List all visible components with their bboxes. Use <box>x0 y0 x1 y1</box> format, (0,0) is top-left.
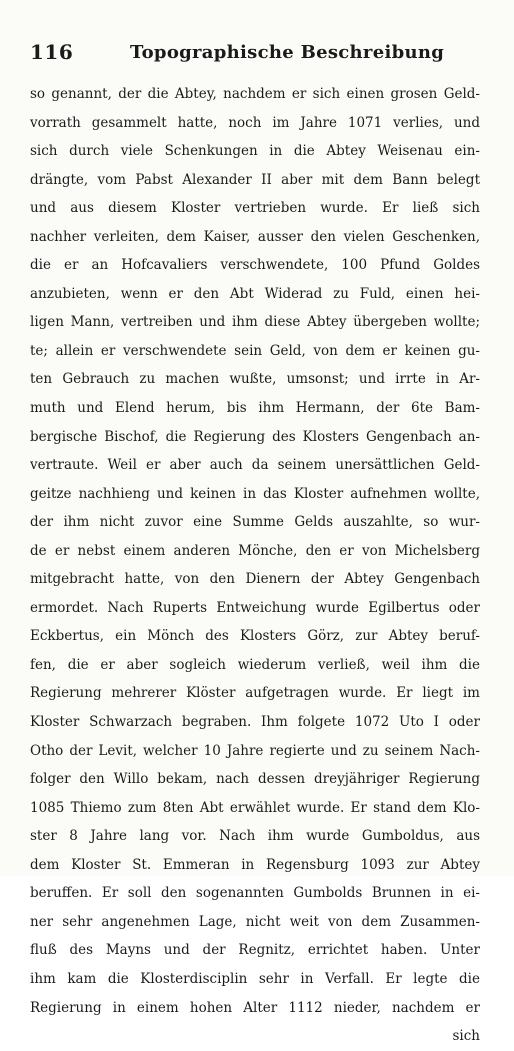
text-line: beruffen. Er soll den sogenannten Gumbolds Brunnen in ei- <box>30 885 480 902</box>
text-line: 1085 Thiemo zum 8ten Abt erwählet wurde. Er stand dem Klo- <box>30 799 480 816</box>
body-text <box>30 80 480 1051</box>
text-line: fluß des Mayns und der Regnitz, errichtet haben. Unter <box>30 942 480 959</box>
text-line: ner sehr angenehmen Lage, nicht weit von dem Zusammen- <box>30 913 480 930</box>
text-line: ermordet. Nach Ruperts Entweichung wurde Egilbertus oder <box>30 599 480 616</box>
text-line: drängte, vom Pabst Alexander II aber mit dem Bann belegt <box>30 171 480 188</box>
text-line: te; allein er verschwendete sein Geld, von dem er keinen gu- <box>30 342 480 359</box>
text-line: bergische Bischof, die Regierung des Klosters Gengenbach an- <box>30 428 480 445</box>
page-header <box>30 40 475 68</box>
text-line: Eckbertus, ein Mönch des Klosters Görz, zur Abtey beruf- <box>30 628 480 645</box>
text-line: dem Kloster St. Emmeran in Regensburg 1093 zur Abtey <box>30 856 480 873</box>
text-line: geitze nachhieng und keinen in das Kloster aufnehmen wollte, <box>30 485 480 502</box>
text-line: Regierung mehrerer Klöster aufgetragen wurde. Er liegt im <box>30 685 480 702</box>
text-line: ligen Mann, vertreiben und ihm diese Abtey übergeben wollte; <box>30 314 480 331</box>
text-line: anzubieten, wenn er den Abt Widerad zu Fuld, einen hei- <box>30 285 480 302</box>
catchword: sich <box>452 1028 480 1045</box>
text-line: Otho der Levit, welcher 10 Jahre regierte und zu seinem Nach- <box>30 742 480 759</box>
text-line: so genannt, der die Abtey, nachdem er sich einen grosen Geld- <box>30 86 480 102</box>
text-line: Regierung in einem hohen Alter 1112 nieder, nachdem er <box>30 999 480 1016</box>
text-line: ten Gebrauch zu machen wußte, umsonst; und irrte in Ar- <box>30 371 480 388</box>
text-line: nachher verleiten, dem Kaiser, ausser den vielen Geschenken, <box>30 228 480 245</box>
text-line: mitgebracht hatte, von den Dienern der Abtey Gengenbach <box>30 571 480 588</box>
text-line: die er an Hofcavaliers verschwendete, 100 Pfund Goldes <box>30 257 480 274</box>
text-line: fen, die er aber sogleich wiederum verließ, weil ihm die <box>30 656 480 673</box>
text-line: der ihm nicht zuvor eine Summe Gelds auszahlte, so wur- <box>30 514 480 531</box>
text-line: ihm kam die Klosterdisciplin sehr in Verfall. Er legte die <box>30 970 480 987</box>
text-line: de er nebst einem anderen Mönche, den er von Michelsberg <box>30 542 480 559</box>
text-line: Kloster Schwarzach begraben. Ihm folgete 1072 Uto I oder <box>30 714 480 731</box>
page-number: 116 <box>30 40 74 64</box>
text-line: ster 8 Jahre lang vor. Nach ihm wurde Gumboldus, aus <box>30 828 480 845</box>
text-line: vertraute. Weil er aber auch da seinem unersättlichen Geld- <box>30 457 480 474</box>
text-line: muth und Elend herum, bis ihm Hermann, der 6te Bam- <box>30 400 480 417</box>
text-line: vorrath gesammelt hatte, noch im Jahre 1071 verlies, und <box>30 114 480 131</box>
text-line: sich durch viele Schenkungen in die Abtey Weisenau ein- <box>30 143 480 160</box>
running-title: Topographische Beschreibung <box>130 42 445 63</box>
text-line: folger den Willo bekam, nach dessen dreyjähriger Regierung <box>30 771 480 788</box>
text-line: und aus diesem Kloster vertrieben wurde. Er ließ sich <box>30 200 480 217</box>
